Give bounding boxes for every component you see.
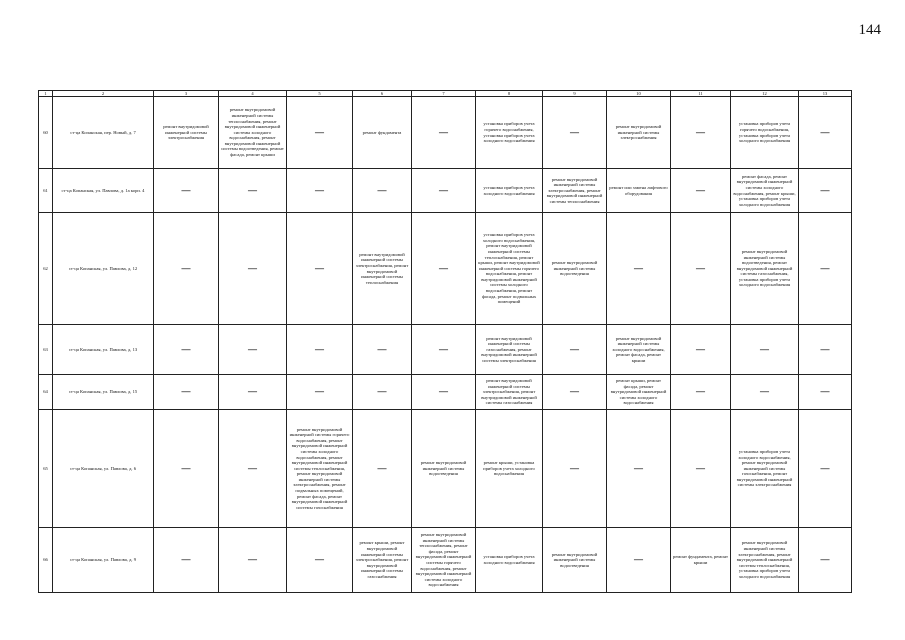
column-header: 6	[353, 91, 412, 97]
table-row	[39, 528, 852, 593]
column-header: 4	[219, 91, 287, 97]
address-cell: ст-ца Копанская, ул. Павлова, д. 9	[53, 528, 154, 593]
work-cell: —	[154, 528, 219, 593]
work-cell: —	[287, 169, 353, 213]
work-cell: установка приборов учета горячего водоснабжения, установка приборов учета холодного водоснабжения	[731, 97, 799, 169]
work-cell: —	[219, 325, 287, 375]
work-cell: —	[543, 410, 607, 528]
repair-schedule-table	[38, 90, 852, 593]
column-header: 5	[287, 91, 353, 97]
column-header: 2	[53, 91, 154, 97]
work-cell: —	[543, 325, 607, 375]
address-cell: ст-ца Копанская, ул. Павлова, д. 6	[53, 410, 154, 528]
work-cell: ремонт фасада, ремонт внутридомовой инженерной системы холодного водоснабжения, ремонт крыши, установка приборов учета холодного водоснабжения	[731, 169, 799, 213]
table-row	[39, 169, 852, 213]
work-cell: ремонт или замена лифтового оборудования	[607, 169, 671, 213]
column-header: 1	[39, 91, 53, 97]
work-cell: ремонт внутридомовой инженерной системы водоотведения	[543, 528, 607, 593]
address-cell: ст-ца Копанская, пер. Новый, д. 7	[53, 97, 154, 169]
work-cell: —	[412, 325, 476, 375]
column-header: 11	[671, 91, 731, 97]
work-cell: —	[219, 410, 287, 528]
row-number-cell: 61	[39, 169, 53, 213]
table-row	[39, 213, 852, 325]
work-cell: ремонт внутридомовой инженерной системы теплоснабжения, ремонт внутридомовой инженерной системы холодного водоснабжения, ремонт внутридомовой инженерной системы водоотведения, ремонт фасада, ремонт крыши	[219, 97, 287, 169]
work-cell: ремонт внутридомовой инженерной системы водоотведения	[412, 410, 476, 528]
work-cell: ремонт крыши, ремонт фасада, ремонт внутридомовой инженерной системы холодного водоснабжения	[607, 375, 671, 410]
address-cell: ст-ца Копанская, ул. Павлова, д. 15	[53, 375, 154, 410]
work-cell: —	[287, 213, 353, 325]
work-cell: —	[799, 213, 852, 325]
work-cell: —	[731, 375, 799, 410]
work-cell: —	[219, 169, 287, 213]
work-cell: —	[671, 410, 731, 528]
work-cell: установка приборов учета холодного водоснабжения	[476, 528, 543, 593]
work-cell: —	[671, 97, 731, 169]
work-cell: —	[219, 375, 287, 410]
column-header: 10	[607, 91, 671, 97]
row-number-cell: 66	[39, 528, 53, 593]
row-number-cell: 60	[39, 97, 53, 169]
work-cell: —	[412, 169, 476, 213]
work-cell: —	[412, 97, 476, 169]
work-cell: —	[671, 375, 731, 410]
work-cell: установка приборов учета холодного водоснабжения, ремонт внутридомовой инженерной системы газоснабжения, ремонт внутридомовой инженерной системы электроснабжения	[731, 410, 799, 528]
table-row	[39, 325, 852, 375]
row-number-cell: 65	[39, 410, 53, 528]
page-number: 144	[858, 22, 881, 38]
table-row	[39, 375, 852, 410]
work-cell: ремонт внутридомовой инженерной системы теплоснабжения, ремонт фасада, ремонт внутридомовой инженерной системы горячего водоснабжения, ремонт внутридомовой инженерной системы холодного водоснабжения	[412, 528, 476, 593]
row-number-cell: 64	[39, 375, 53, 410]
work-cell: ремонт внутридомовой инженерной системы электроснабжения, ремонт внутридомовой инженерной системы теплоснабжения	[543, 169, 607, 213]
work-cell: —	[154, 325, 219, 375]
work-cell: —	[412, 375, 476, 410]
work-cell: установка приборов учета горячего водоснабжения, установка приборов учета холодного водоснабжения	[476, 97, 543, 169]
column-header: 12	[731, 91, 799, 97]
row-number-cell: 62	[39, 213, 53, 325]
work-cell: ремонт фундамента, ремонт крыши	[671, 528, 731, 593]
work-cell: ремонт внутридомовой инженерной системы электроснабжения	[607, 97, 671, 169]
work-cell: —	[154, 169, 219, 213]
work-cell: —	[412, 213, 476, 325]
work-cell: —	[219, 213, 287, 325]
work-cell: —	[353, 325, 412, 375]
work-cell: —	[671, 325, 731, 375]
work-cell: ремонт внутридомовой инженерной системы электроснабжения, ремонт внутридомовой инженерной системы газоснабжения	[476, 375, 543, 410]
work-cell: —	[607, 528, 671, 593]
work-cell: —	[799, 375, 852, 410]
work-cell: ремонт внутридомовой инженерной системы электроснабжения	[154, 97, 219, 169]
work-cell: —	[799, 169, 852, 213]
address-cell: ст-ца Копанская, ул. Павлова, д. 12	[53, 213, 154, 325]
work-cell: ремонт крыши, ремонт внутридомовой инженерной системы электроснабжения, ремонт внутридомовой инженерной системы газоснабжения	[353, 528, 412, 593]
table-row	[39, 410, 852, 528]
column-header: 9	[543, 91, 607, 97]
column-header: 8	[476, 91, 543, 97]
work-cell: установка приборов учета холодного водоснабжения, ремонт внутридомовой инженерной системы теплоснабжения, ремонт крыши, ремонт внутридомовой инженерной системы горячего водоснабжения, ремонт внутридомовой инженерной системы холодного водоснабжения, ремонт фасада, ремонт подвальных помещений	[476, 213, 543, 325]
address-cell: ст-ца Копанская, ул. Павлова, д. 1а корп. 4	[53, 169, 154, 213]
work-cell: —	[353, 410, 412, 528]
work-cell: —	[799, 97, 852, 169]
work-cell: —	[543, 97, 607, 169]
work-cell: ремонт крыши, установка приборов учета холодного водоснабжения	[476, 410, 543, 528]
work-cell: ремонт фундамента	[353, 97, 412, 169]
work-cell: —	[731, 325, 799, 375]
work-cell: —	[219, 528, 287, 593]
work-cell: ремонт внутридомовой инженерной системы водоотведения, ремонт внутридомовой инженерной системы газоснабжения, установка приборов учета холодного водоснабжения	[731, 213, 799, 325]
work-cell: ремонт внутридомовой инженерной системы холодного водоснабжения, ремонт фасада, ремонт крыши	[607, 325, 671, 375]
work-cell: —	[154, 375, 219, 410]
work-cell: установка приборов учета холодного водоснабжения	[476, 169, 543, 213]
work-cell: —	[154, 213, 219, 325]
work-cell: ремонт внутридомовой инженерной системы электроснабжения, ремонт внутридомовой инженерной системы теплоснабжения, установка приборов учета холодного водоснабжения	[731, 528, 799, 593]
work-cell: —	[671, 169, 731, 213]
work-cell: ремонт внутридомовой инженерной системы электроснабжения, ремонт внутридомовой инженерной системы теплоснабжения	[353, 213, 412, 325]
work-cell: ремонт внутридомовой инженерной системы водоотведения	[543, 213, 607, 325]
column-header: 13	[799, 91, 852, 97]
work-cell: —	[671, 213, 731, 325]
work-cell: ремонт внутридомовой инженерной системы газоснабжения, ремонт внутридомовой инженерной системы электроснабжения	[476, 325, 543, 375]
work-cell: —	[287, 375, 353, 410]
row-number-cell: 63	[39, 325, 53, 375]
work-cell: —	[287, 97, 353, 169]
work-cell: —	[799, 325, 852, 375]
work-cell: —	[799, 410, 852, 528]
column-header: 7	[412, 91, 476, 97]
work-cell: —	[353, 169, 412, 213]
work-cell: —	[353, 375, 412, 410]
work-cell: —	[287, 325, 353, 375]
column-header: 3	[154, 91, 219, 97]
address-cell: ст-ца Копанская, ул. Павлова, д. 13	[53, 325, 154, 375]
work-cell: —	[799, 528, 852, 593]
work-cell: —	[543, 375, 607, 410]
work-cell: ремонт внутридомовой инженерной системы горячего водоснабжения, ремонт внутридомовой инженерной системы холодного водоснабжения, ремонт внутридомовой инженерной системы теплоснабжения, ремонт внутридомовой инженерной системы электроснабжения, ремонт подвальных помещений, ремонт фасада, ремонт внутридомовой инженерной системы газоснабжения	[287, 410, 353, 528]
work-cell: —	[607, 410, 671, 528]
work-cell: —	[607, 213, 671, 325]
table-row	[39, 97, 852, 169]
work-cell: —	[154, 410, 219, 528]
work-cell: —	[287, 528, 353, 593]
